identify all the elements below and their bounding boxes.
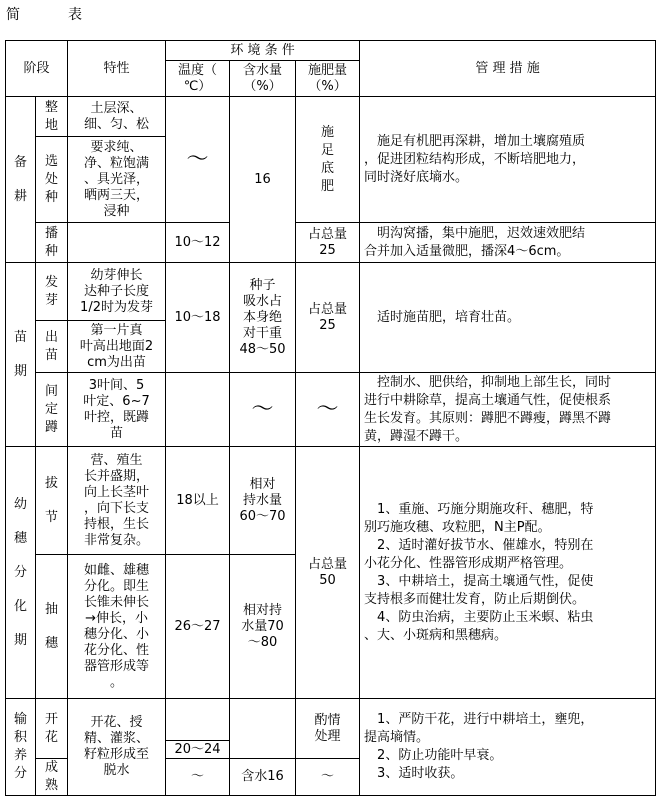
temp-chengshu: ～	[166, 759, 230, 796]
fert-chengshu: ～	[296, 759, 360, 796]
temp-chousui: 26～27	[166, 555, 230, 699]
stage-young: 幼 穗 分 化 期	[6, 447, 36, 699]
sub-chumiao: 出 苗	[36, 321, 68, 373]
fert-kaihua: 酌情 处理	[296, 699, 360, 759]
header-mgmt: 管 理 措 施	[360, 41, 656, 97]
feature-zhengdi: 土层深、 细、匀、松	[68, 97, 166, 137]
temp-bajie: 18以上	[166, 447, 230, 555]
feature-bozhong	[68, 223, 166, 263]
header-temp: 温度（ ℃）	[166, 61, 230, 97]
fert-bozhong: 占总量 25	[296, 223, 360, 263]
mgmt-prep: 施足有机肥再深耕，增加土壤腐殖质 ，促进团粒结构形成，不断培肥地力， 同时浇好底墒水。	[360, 97, 656, 223]
header-stage: 阶段	[6, 41, 68, 97]
stage-seedling: 苗 期	[6, 263, 36, 447]
water-jianding: ～	[230, 373, 296, 447]
sub-zhengdi: 整 地	[36, 97, 68, 137]
header-fert: 施肥量 （%）	[296, 61, 360, 97]
mgmt-young: 1、重施、巧施分期施攻秆、穗肥，特 别巧施攻穗、攻粒肥，N主P配。 2、适时灌好拔节水、催雄水，特别在 小花分化、性器管形成期严格管理。 3、中耕培土，提高土壤通气性，促使 支持根多而健壮发育，防止后期倒伏。 4、防虫治病，主要防止玉米螟、粘虫 、大、小斑病和黑穗病。	[360, 447, 656, 699]
feature-xuanchu: 要求纯、 净、粒饱满 、具光泽， 晒两三天， 浸种	[68, 137, 166, 223]
header-feature: 特性	[68, 41, 166, 97]
title-part-1: 简	[6, 7, 20, 23]
sub-chousui: 抽 穗	[36, 555, 68, 699]
water-kaihua	[230, 699, 296, 759]
water-chousui: 相对持 水量70 ～80	[230, 555, 296, 699]
water-chengshu: 含水16	[230, 759, 296, 796]
stage-prep: 备 耕	[6, 97, 36, 263]
feature-chumiao: 第一片真 叶高出地面2 cm为出苗	[68, 321, 166, 373]
feature-jianding: 3叶间、5 叶定、6~7 叶控，既蹲 苗	[68, 373, 166, 447]
temp-prep: ～	[166, 97, 230, 223]
feature-kaihua: 开花、授 精、灌浆、 籽粒形成至 脱水	[68, 699, 166, 796]
document-title	[6, 4, 82, 24]
sub-jianding: 间 定 蹲	[36, 373, 68, 447]
fert-prep: 施 足 底 肥	[296, 97, 360, 223]
mgmt-seedling: 适时施苗肥，培育壮苗。	[360, 263, 656, 373]
temp-jianding	[166, 373, 230, 447]
management-table	[5, 40, 656, 796]
water-bajie: 相对 持水量 60～70	[230, 447, 296, 555]
sub-chengshu: 成 熟	[36, 759, 68, 796]
water-prep: 16	[230, 97, 296, 263]
fert-young: 占总量 50	[296, 447, 360, 699]
mgmt-jianding: 控制水、肥供给，抑制地上部生长，同时 进行中耕除草，提高土壤通气性，促使根系 生长发育。其原则：蹲肥不蹲瘦，蹲黑不蹲 黄，蹲湿不蹲干。	[360, 373, 656, 447]
sub-bozhong: 播 种	[36, 223, 68, 263]
feature-faya: 幼芽伸长 达种子长度 1/2时为发芽	[68, 263, 166, 321]
temp-kaihua: 20～24	[166, 741, 230, 759]
sub-bajie: 拔 节	[36, 447, 68, 555]
temp-bozhong: 10～12	[166, 223, 230, 263]
mgmt-bozhong: 明沟窝播，集中施肥，迟效速效肥结 合并加入适量微肥，播深4～6cm。	[360, 223, 656, 263]
feature-chousui: 如雌、雄穗 分化。即生 长锥未伸长 →伸长，小 穗分化、小 花分化、性 器管形成等 。	[68, 555, 166, 699]
sub-xuanchu: 选 处 种	[36, 137, 68, 223]
mgmt-yield: 1、严防干花，进行中耕培土，壅兜， 提高墒情。 2、防止功能叶早衰。 3、适时收获。	[360, 699, 656, 796]
header-env: 环 境 条 件	[166, 41, 360, 61]
header-water: 含水量 （%）	[230, 61, 296, 97]
water-faya: 种子 吸水占 本身绝 对干重 48～50	[230, 263, 296, 373]
sub-kaihua: 开 花	[36, 699, 68, 759]
temp-seedling: 10～18	[166, 263, 230, 373]
title-part-2: 表	[68, 7, 82, 23]
feature-bajie: 营、殖生 长并盛期， 向上长茎叶 ，向下长支 持根，生长 非常复杂。	[68, 447, 166, 555]
fert-seedling: 占总量 25	[296, 263, 360, 373]
fert-jianding: ～	[296, 373, 360, 447]
sub-faya: 发 芽	[36, 263, 68, 321]
temp-kaihua-top	[166, 699, 230, 741]
stage-yield: 输 积 养 分	[6, 699, 36, 796]
